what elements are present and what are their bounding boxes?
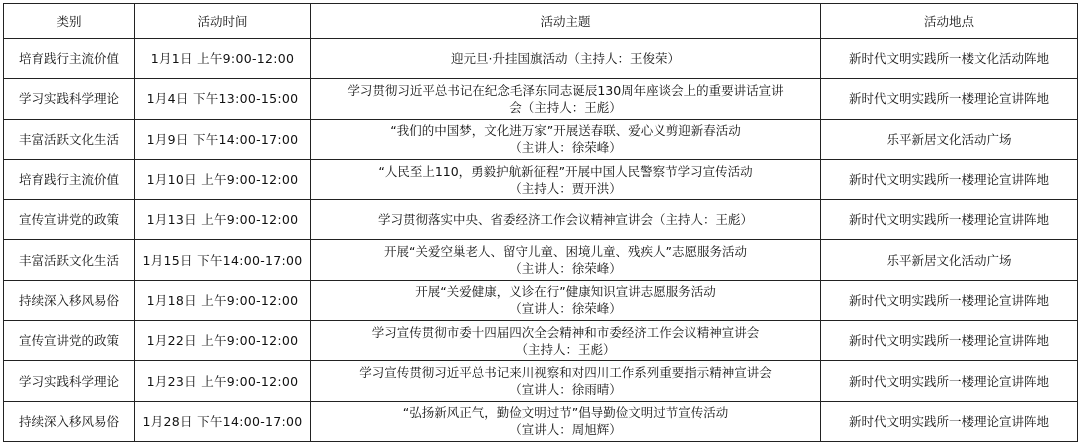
topic-line-1: 学习宣传贯彻习近平总书记来川视察和对四川工作系列重要指示精神宣讲会 [359, 365, 772, 381]
topic-line-1: “弘扬新风正气，勤俭文明过节”倡导勤俭文明过节宣传活动 [402, 405, 729, 421]
topic-line-1: 学习贯彻落实中央、省委经济工作会议精神宣讲会（主持人：王彪） [377, 212, 753, 228]
topic-line-1: 迎元旦·升挂国旗活动（主持人：王俊荣） [451, 51, 680, 67]
cell-topic [311, 321, 821, 361]
cell-location: 新时代文明实践所一楼理论宣讲阵地 [821, 401, 1078, 441]
cell-location: 乐平新居文化活动广场 [821, 119, 1078, 159]
header-location: 活动地点 [821, 4, 1078, 39]
topic-line-2: （宣讲人：徐雨晴） [509, 382, 622, 398]
cell-location: 新时代文明实践所一楼理论宣讲阵地 [821, 200, 1078, 240]
cell-time: 1月13日 上午9:00-12:00 [135, 200, 311, 240]
cell-category: 丰富活跃文化生活 [4, 119, 135, 159]
activity-schedule-sheet [3, 3, 1077, 442]
topic-line-2: 会（主持人：王彪） [509, 99, 622, 115]
topic-line-2: （主讲人：徐荣峰） [509, 261, 622, 277]
cell-location: 新时代文明实践所一楼理论宣讲阵地 [821, 79, 1078, 119]
cell-category: 宣传宣讲党的政策 [4, 200, 135, 240]
cell-time: 1月1日 上午9:00-12:00 [135, 39, 311, 79]
table-row [4, 200, 1078, 240]
cell-time: 1月23日 上午9:00-12:00 [135, 361, 311, 401]
header-category: 类别 [4, 4, 135, 39]
cell-topic [311, 240, 821, 280]
topic-line-2: （主持人：王彪） [515, 341, 616, 357]
cell-location: 新时代文明实践所一楼文化活动阵地 [821, 39, 1078, 79]
topic-line-1: 学习贯彻习近平总书记在纪念毛泽东同志诞辰130周年座谈会上的重要讲话宣讲 [347, 82, 784, 98]
table-body [4, 39, 1078, 442]
cell-topic [311, 280, 821, 320]
cell-topic [311, 200, 821, 240]
topic-line-1: 开展“关爱健康，义诊在行”健康知识宣讲志愿服务活动 [415, 284, 716, 300]
table-row [4, 401, 1078, 441]
topic-line-1: “人民至上110，勇毅护航新征程”开展中国人民警察节学习宣传活动 [378, 163, 753, 179]
topic-line-2: （宣讲人：周旭辉） [509, 422, 622, 438]
table-header-row [4, 4, 1078, 39]
topic-line-1: “我们的中国梦，文化进万家”开展送春联、爱心义剪迎新春活动 [390, 123, 741, 139]
cell-topic [311, 79, 821, 119]
topic-line-2: （主持人：贾开洪） [509, 180, 622, 196]
topic-line-2: （宣讲人：徐荣峰） [509, 301, 622, 317]
cell-time: 1月28日 下午14:00-17:00 [135, 401, 311, 441]
cell-topic [311, 361, 821, 401]
cell-category: 学习实践科学理论 [4, 79, 135, 119]
topic-line-1: 开展“关爱空巢老人、留守儿童、困境儿童、残疾人”志愿服务活动 [384, 244, 747, 260]
activity-schedule-table [3, 3, 1078, 442]
cell-location: 新时代文明实践所一楼理论宣讲阵地 [821, 361, 1078, 401]
table-row [4, 79, 1078, 119]
cell-category: 持续深入移风易俗 [4, 401, 135, 441]
cell-location: 新时代文明实践所一楼理论宣讲阵地 [821, 280, 1078, 320]
cell-topic [311, 119, 821, 159]
cell-time: 1月4日 下午13:00-15:00 [135, 79, 311, 119]
cell-time: 1月9日 下午14:00-17:00 [135, 119, 311, 159]
cell-location: 新时代文明实践所一楼理论宣讲阵地 [821, 159, 1078, 199]
cell-location: 乐平新居文化活动广场 [821, 240, 1078, 280]
header-time: 活动时间 [135, 4, 311, 39]
cell-time: 1月15日 下午14:00-17:00 [135, 240, 311, 280]
table-row [4, 280, 1078, 320]
cell-time: 1月22日 上午9:00-12:00 [135, 321, 311, 361]
cell-time: 1月18日 上午9:00-12:00 [135, 280, 311, 320]
cell-category: 培育践行主流价值 [4, 159, 135, 199]
cell-category: 持续深入移风易俗 [4, 280, 135, 320]
cell-location: 新时代文明实践所一楼理论宣讲阵地 [821, 321, 1078, 361]
cell-topic [311, 159, 821, 199]
cell-topic [311, 401, 821, 441]
cell-time: 1月10日 上午9:00-12:00 [135, 159, 311, 199]
cell-category: 学习实践科学理论 [4, 361, 135, 401]
topic-line-2: （主讲人：徐荣峰） [509, 140, 622, 156]
header-topic: 活动主题 [311, 4, 821, 39]
table-row [4, 39, 1078, 79]
topic-line-1: 学习宣传贯彻市委十四届四次全会精神和市委经济工作会议精神宣讲会 [371, 324, 760, 340]
table-row [4, 159, 1078, 199]
table-row [4, 361, 1078, 401]
cell-category: 丰富活跃文化生活 [4, 240, 135, 280]
cell-category: 培育践行主流价值 [4, 39, 135, 79]
table-row [4, 119, 1078, 159]
cell-category: 宣传宣讲党的政策 [4, 321, 135, 361]
table-row [4, 321, 1078, 361]
table-row [4, 240, 1078, 280]
cell-topic [311, 39, 821, 79]
